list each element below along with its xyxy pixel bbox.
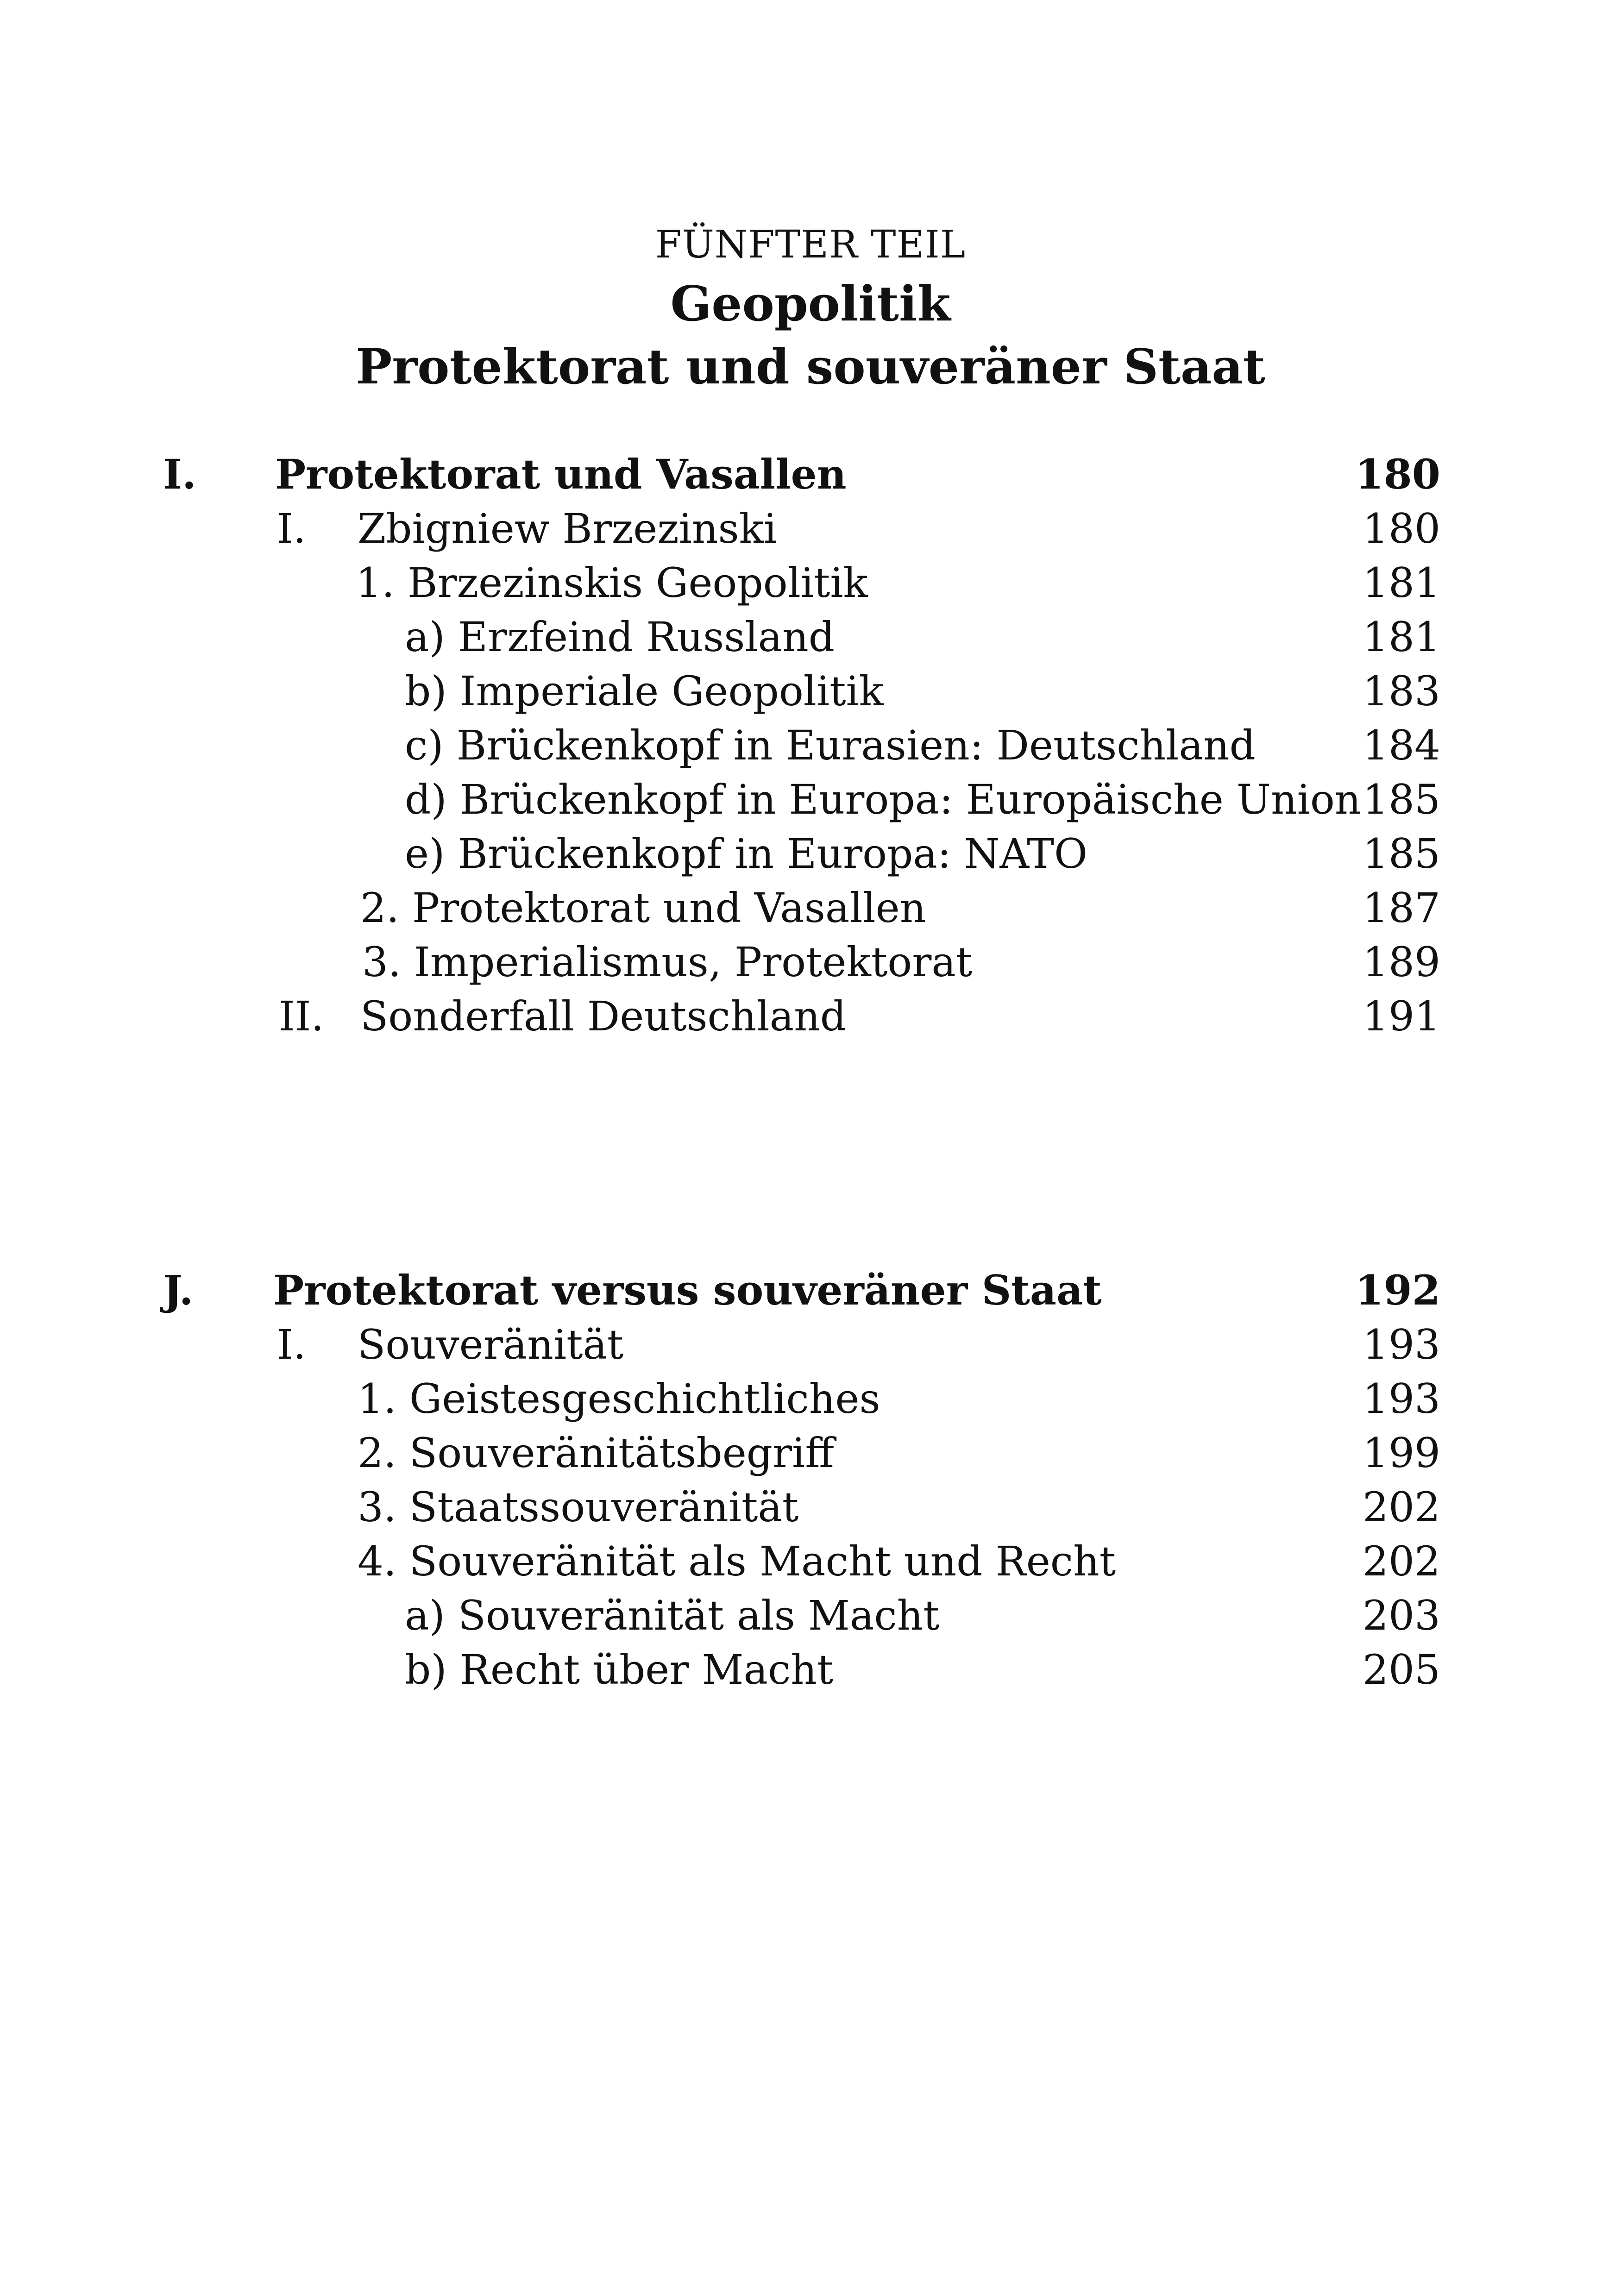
- toc-section-i: [0, 447, 1621, 1043]
- toc-entry-page: 180: [1355, 450, 1440, 498]
- toc-entry-title: Souveränität: [358, 1321, 624, 1368]
- toc-entry-title: 3. Staatssouveränität: [358, 1483, 799, 1531]
- toc-entry-page: 184: [1363, 721, 1440, 769]
- toc-entry-subsection[interactable]: [0, 881, 1621, 935]
- toc-entry-page: 203: [1363, 1592, 1440, 1639]
- toc-entry-subsection[interactable]: [0, 1372, 1621, 1426]
- toc-entry-page: 193: [1363, 1375, 1440, 1423]
- toc-entry-page: 183: [1363, 667, 1440, 715]
- toc-entry-page: 181: [1363, 613, 1440, 661]
- toc-entry-title: a) Erzfeind Russland: [405, 613, 835, 661]
- toc-entry-chapter[interactable]: [0, 447, 1621, 502]
- toc-entry-subsection[interactable]: [0, 1534, 1621, 1588]
- toc-entry-title: e) Brückenkopf in Europa: NATO: [405, 830, 1088, 878]
- toc-entry-number: II.: [279, 992, 324, 1040]
- toc-entry-page: 189: [1363, 938, 1440, 986]
- toc-entry-page: 191: [1363, 992, 1440, 1040]
- part-label: FÜNFTER TEIL: [655, 223, 966, 267]
- toc-entry-page: 193: [1363, 1321, 1440, 1368]
- toc-entry-item[interactable]: [0, 1643, 1621, 1697]
- toc-entry-chapter[interactable]: [0, 1263, 1621, 1317]
- toc-entry-title: 2. Souveränitätsbegriff: [358, 1429, 834, 1477]
- toc-section-j: [0, 1263, 1621, 1697]
- toc-entry-number: I.: [277, 505, 306, 552]
- toc-entry-page: 199: [1363, 1429, 1440, 1477]
- part-subtitle: Protektorat und souveräner Staat: [356, 338, 1265, 395]
- toc-entry-page: 192: [1355, 1266, 1440, 1314]
- toc-entry-subsection[interactable]: [0, 556, 1621, 610]
- toc-entry-page: 187: [1363, 884, 1440, 932]
- toc-entry-subsection[interactable]: [0, 935, 1621, 989]
- toc-entry-subsection[interactable]: [0, 1480, 1621, 1534]
- toc-entry-title: 4. Souveränität als Macht und Recht: [358, 1537, 1116, 1585]
- toc-entry-title: d) Brückenkopf in Europa: Europäische Union: [405, 776, 1361, 823]
- toc-entry-item[interactable]: [0, 1588, 1621, 1643]
- toc-entry-item[interactable]: [0, 827, 1621, 881]
- toc-entry-section[interactable]: [0, 1317, 1621, 1372]
- toc-entry-page: 181: [1363, 559, 1440, 607]
- toc-entry-number: J.: [163, 1266, 194, 1314]
- toc-entry-title: 1. Geistesgeschichtliches: [358, 1375, 880, 1423]
- toc-entry-title: c) Brückenkopf in Eurasien: Deutschland: [405, 721, 1256, 769]
- toc-entry-page: 180: [1363, 505, 1440, 552]
- toc-entry-title: Protektorat versus souveräner Staat: [273, 1266, 1102, 1314]
- toc-entry-page: 185: [1363, 830, 1440, 878]
- toc-entry-section[interactable]: [0, 502, 1621, 556]
- toc-entry-title: b) Imperiale Geopolitik: [405, 667, 884, 715]
- toc-entry-title: a) Souveränität als Macht: [405, 1592, 940, 1639]
- toc-entry-page: 202: [1363, 1483, 1440, 1531]
- toc-entry-number: I.: [277, 1321, 306, 1368]
- toc-entry-title: Zbigniew Brzezinski: [358, 505, 777, 552]
- toc-entry-section[interactable]: [0, 989, 1621, 1043]
- toc-entry-item[interactable]: [0, 610, 1621, 664]
- toc-entry-title: b) Recht über Macht: [405, 1646, 834, 1694]
- toc-entry-title: 3. Imperialismus, Protektorat: [362, 938, 973, 986]
- toc-entry-page: 202: [1363, 1537, 1440, 1585]
- toc-entry-title: Protektorat und Vasallen: [275, 450, 847, 498]
- toc-entry-item[interactable]: [0, 772, 1621, 827]
- toc-entry-number: I.: [163, 450, 196, 498]
- toc-entry-title: 2. Protektorat und Vasallen: [360, 884, 926, 932]
- part-header: [0, 218, 1621, 398]
- toc-entry-subsection[interactable]: [0, 1426, 1621, 1480]
- toc-entry-title: 1. Brzezinskis Geopolitik: [356, 559, 868, 607]
- toc-entry-page: 205: [1363, 1646, 1440, 1694]
- part-title: Geopolitik: [670, 275, 951, 332]
- toc-entry-title: Sonderfall Deutschland: [360, 992, 847, 1040]
- toc-entry-item[interactable]: [0, 718, 1621, 772]
- toc-entry-page: 185: [1363, 776, 1440, 823]
- toc-entry-item[interactable]: [0, 664, 1621, 718]
